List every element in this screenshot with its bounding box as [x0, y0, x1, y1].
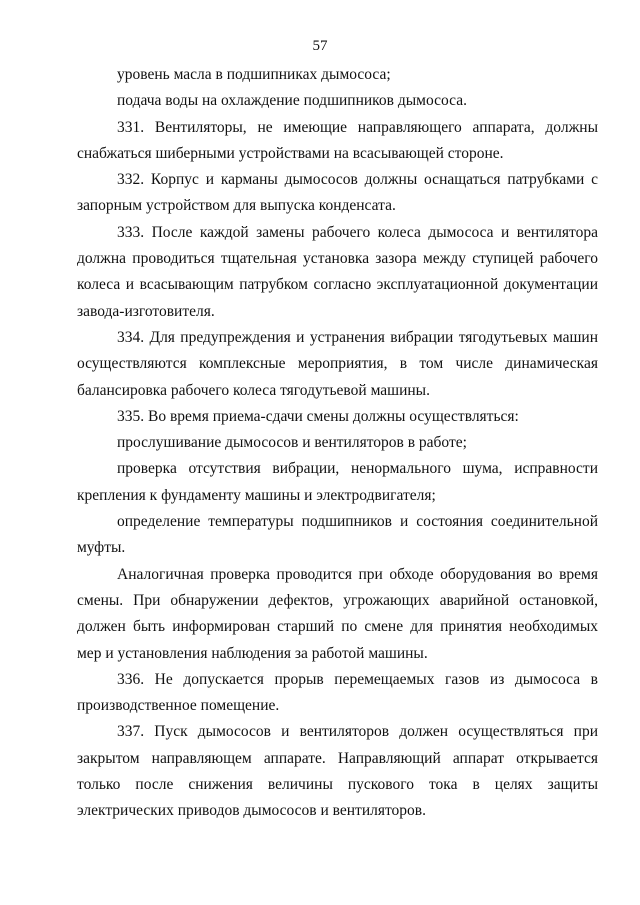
page-number: 57: [312, 38, 328, 54]
paragraph-bearing-cooling-water: подача воды на охлаждение подшипников дымососа.: [117, 92, 467, 110]
paragraph-vibration-check: проверка отсутствия вибрации, ненормального шума, исправности крепления к фундаменту машины и электродвигателя;: [77, 460, 598, 504]
paragraph-332: 332. Корпус и карманы дымососов должны оснащаться патрубками с запорным устройством для выпуска конденсата.: [77, 171, 598, 215]
paragraph-similar-inspection: Аналогичная проверка проводится при обходе оборудования во время смены. При обнаружении дефектов, угрожающих аварийной остановкой, должен быть информирован старший по смене для принятия необходимых мер и установления наблюдения за работой машины.: [77, 565, 598, 662]
paragraph-336: 336. Не допускается прорыв перемещаемых газов из дымососа в производственное помещение.: [77, 670, 598, 715]
paragraph-334: 334. Для предупреждения и устранения вибрации тягодутьевых машин осуществляются комплексные мероприятия, в том числе динамическая балансировка рабочего колеса тягодутьевой машины.: [77, 328, 598, 399]
paragraph-337: 337. Пуск дымососов и вентиляторов должен осуществляться при закрытом направляющем аппарате. Направляющий аппарат открывается только после снижения величины пускового тока в целях защиты электрических приводов дымососов и вентиляторов.: [77, 723, 598, 820]
paragraph-331: 331. Вентиляторы, не имеющие направляющего аппарата, должны снабжаться шиберными устройствами на всасывающей стороне.: [77, 118, 598, 162]
document-body: [77, 62, 598, 825]
paragraph-temperature-check: определение температуры подшипников и состояния соединительной муфты.: [77, 513, 598, 557]
paragraph-333: 333. После каждой замены рабочего колеса дымососа и вентилятора должна проводиться тщательная установка зазора между ступицей рабочего колеса и всасывающим патрубком согласно эксплуатационной документации завода-изготовителя.: [77, 223, 598, 320]
paragraph-listening-check: прослушивание дымососов и вентиляторов в работе;: [117, 434, 467, 452]
paragraph-335: 335. Во время приема-сдачи смены должны осуществляться:: [117, 407, 519, 425]
paragraph-bearing-oil-level: уровень масла в подшипниках дымососа;: [117, 66, 391, 83]
